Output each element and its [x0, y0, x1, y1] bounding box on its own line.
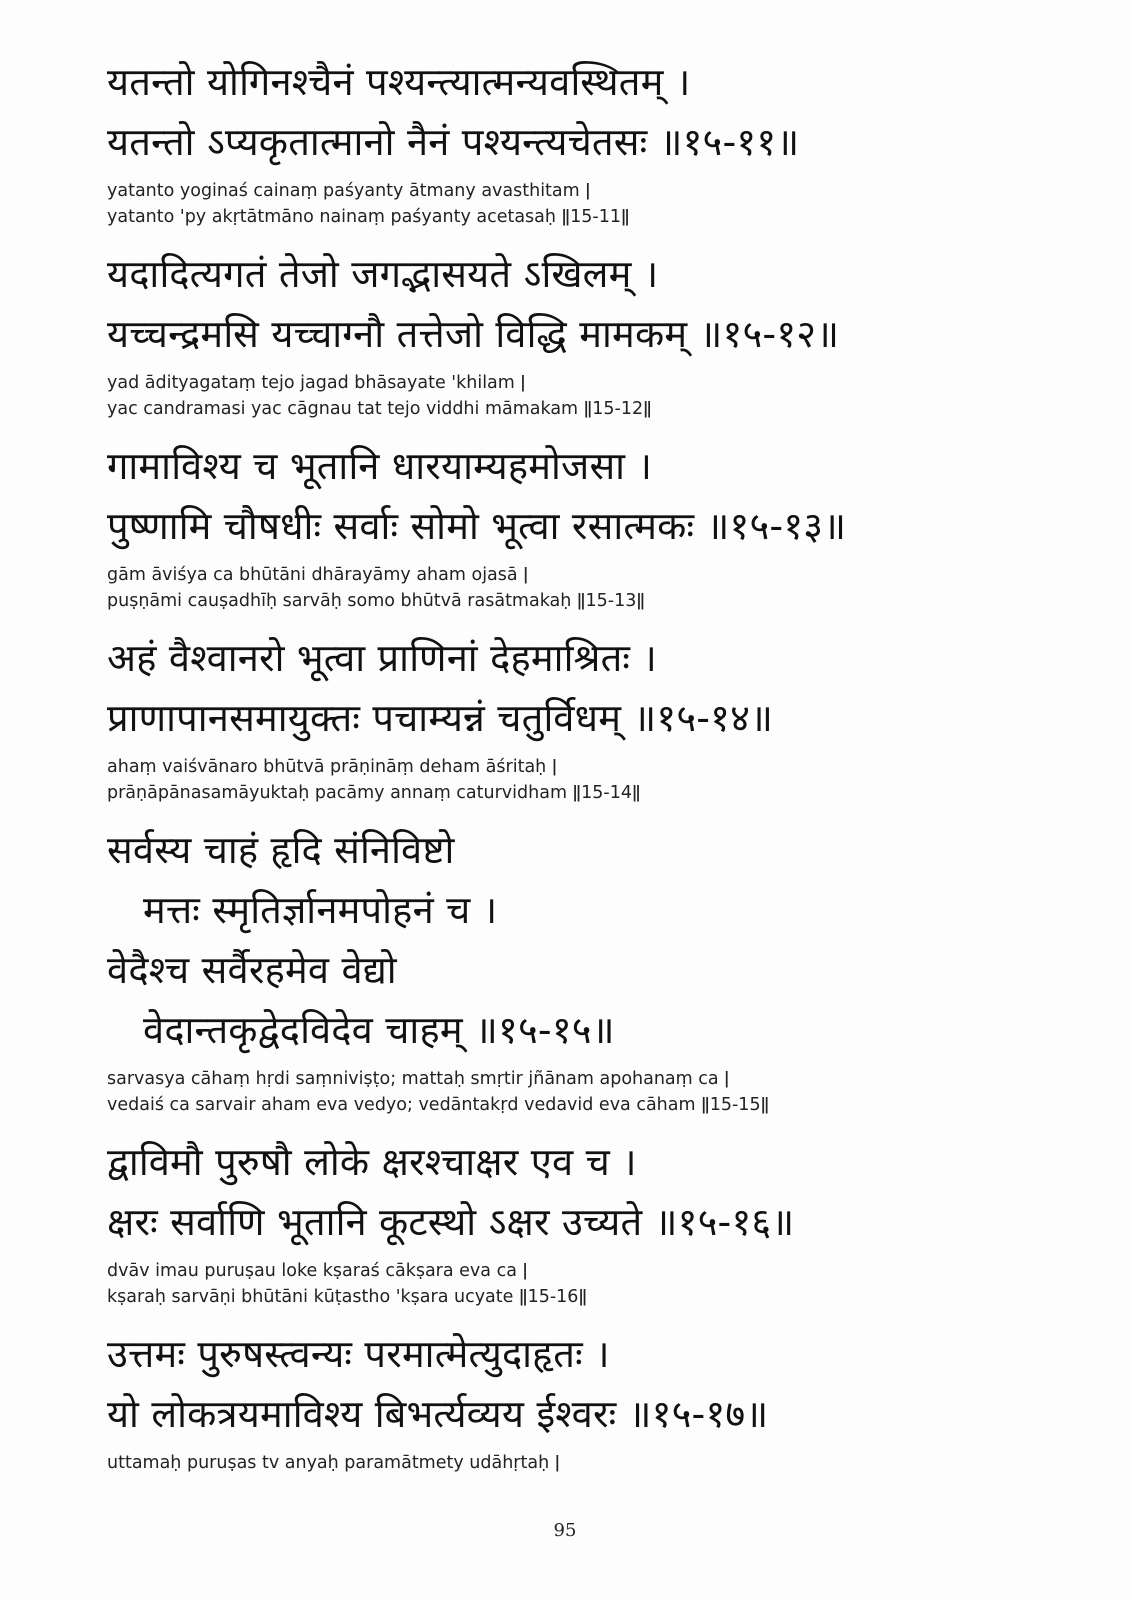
verse-devanagari-line: यतन्तो ऽप्यकृतात्मानो नैनं पश्यन्त्यचेतसः ॥१५-११॥ — [107, 120, 800, 164]
page-number: 95 — [553, 1520, 577, 1541]
transliteration-line: kṣaraḥ sarvāṇi bhūtāni kūṭastho 'kṣara ucyate ǁ15-16ǁ — [107, 1287, 588, 1307]
transliteration-line: ahaṃ vaiśvānaro bhūtvā prāṇināṃ deham āśritaḥ ǀ — [107, 757, 557, 777]
transliteration-line: yad ādityagataṃ tejo jagad bhāsayate 'khilam ǀ — [107, 373, 526, 393]
verse-devanagari-line: यदादित्यगतं तेजो जगद्भासयते ऽखिलम् । — [107, 252, 659, 296]
transliteration-line: sarvasya cāhaṃ hṛdi saṃniviṣṭo; mattaḥ smṛtir jñānam apohanaṃ ca ǀ — [107, 1069, 730, 1089]
transliteration-line: vedaiś ca sarvair aham eva vedyo; vedāntakṛd vedavid eva cāham ǁ15-15ǁ — [107, 1095, 770, 1115]
verse-15-15 — [107, 820, 1097, 1132]
verse-devanagari-line: प्राणापानसमायुक्तः पचाम्यन्नं चतुर्विधम् ॥१५-१४॥ — [107, 696, 774, 740]
verse-devanagari-line: यो लोकत्रयमाविश्य बिभर्त्यव्यय ईश्वरः ॥१५-१७॥ — [107, 1392, 769, 1436]
verse-devanagari-line: यतन्तो योगिनश्चैनं पश्यन्त्यात्मन्यवस्थितम् । — [107, 60, 691, 104]
transliteration-line: prāṇāpānasamāyuktaḥ pacāmy annaṃ caturvidham ǁ15-14ǁ — [107, 783, 641, 803]
verse-transliteration — [107, 1444, 1097, 1490]
transliteration-line: dvāv imau puruṣau loke kṣaraś cākṣara eva ca ǀ — [107, 1261, 528, 1281]
transliteration-line: gām āviśya ca bhūtāni dhārayāmy aham ojasā ǀ — [107, 565, 529, 585]
verse-devanagari-line: क्षरः सर्वाणि भूतानि कूटस्थो ऽक्षर उच्यते ॥१५-१६॥ — [107, 1200, 795, 1244]
verse-transliteration — [107, 1060, 1097, 1132]
verse-list — [107, 52, 1097, 1490]
verse-devanagari-line: पुष्णामि चौषधीः सर्वाः सोमो भूत्वा रसात्मकः ॥१५-१३॥ — [107, 504, 847, 548]
verse-devanagari-line: द्वाविमौ पुरुषौ लोके क्षरश्चाक्षर एव च । — [107, 1140, 637, 1184]
transliteration-line: uttamaḥ puruṣas tv anyaḥ paramātmety udāhṛtaḥ ǀ — [107, 1453, 560, 1473]
verse-devanagari-line: वेदान्तकृद्वेदविदेव चाहम् ॥१५-१५॥ — [143, 1008, 615, 1052]
transliteration-line: yatanto 'py akṛtātmāno nainaṃ paśyanty acetasaḥ ǁ15-11ǁ — [107, 207, 630, 227]
verse-devanagari-line: उत्तमः पुरुषस्त्वन्यः परमात्मेत्युदाहृतः । — [107, 1332, 610, 1376]
verse-transliteration — [107, 1252, 1097, 1324]
verse-devanagari-line: यच्चन्द्रमसि यच्चाग्नौ तत्तेजो विद्धि मामकम् ॥१५-१२॥ — [107, 312, 840, 356]
verse-15-16 — [107, 1132, 1097, 1324]
verse-devanagari-line: वेदैश्च सर्वैरहमेव वेद्यो — [107, 948, 397, 992]
verse-transliteration — [107, 172, 1097, 244]
transliteration-line: yac candramasi yac cāgnau tat tejo viddhi māmakam ǁ15-12ǁ — [107, 399, 652, 419]
transliteration-line: yatanto yoginaś cainaṃ paśyanty ātmany avasthitam ǀ — [107, 181, 591, 201]
verse-transliteration — [107, 556, 1097, 628]
verse-15-11 — [107, 52, 1097, 244]
verse-devanagari-line: मत्तः स्मृतिर्ज्ञानमपोहनं च । — [143, 888, 498, 932]
verse-15-17 — [107, 1324, 1097, 1490]
verse-transliteration — [107, 748, 1097, 820]
verse-15-13 — [107, 436, 1097, 628]
verse-devanagari-line: सर्वस्य चाहं हृदि संनिविष्टो — [107, 828, 455, 872]
verse-15-12 — [107, 244, 1097, 436]
verse-transliteration — [107, 364, 1097, 436]
transliteration-line: puṣṇāmi cauṣadhīḥ sarvāḥ somo bhūtvā rasātmakaḥ ǁ15-13ǁ — [107, 591, 645, 611]
verse-15-14 — [107, 628, 1097, 820]
verse-devanagari-line: गामाविश्य च भूतानि धारयाम्यहमोजसा । — [107, 444, 653, 488]
verse-devanagari-line: अहं वैश्वानरो भूत्वा प्राणिनां देहमाश्रितः । — [107, 636, 658, 680]
